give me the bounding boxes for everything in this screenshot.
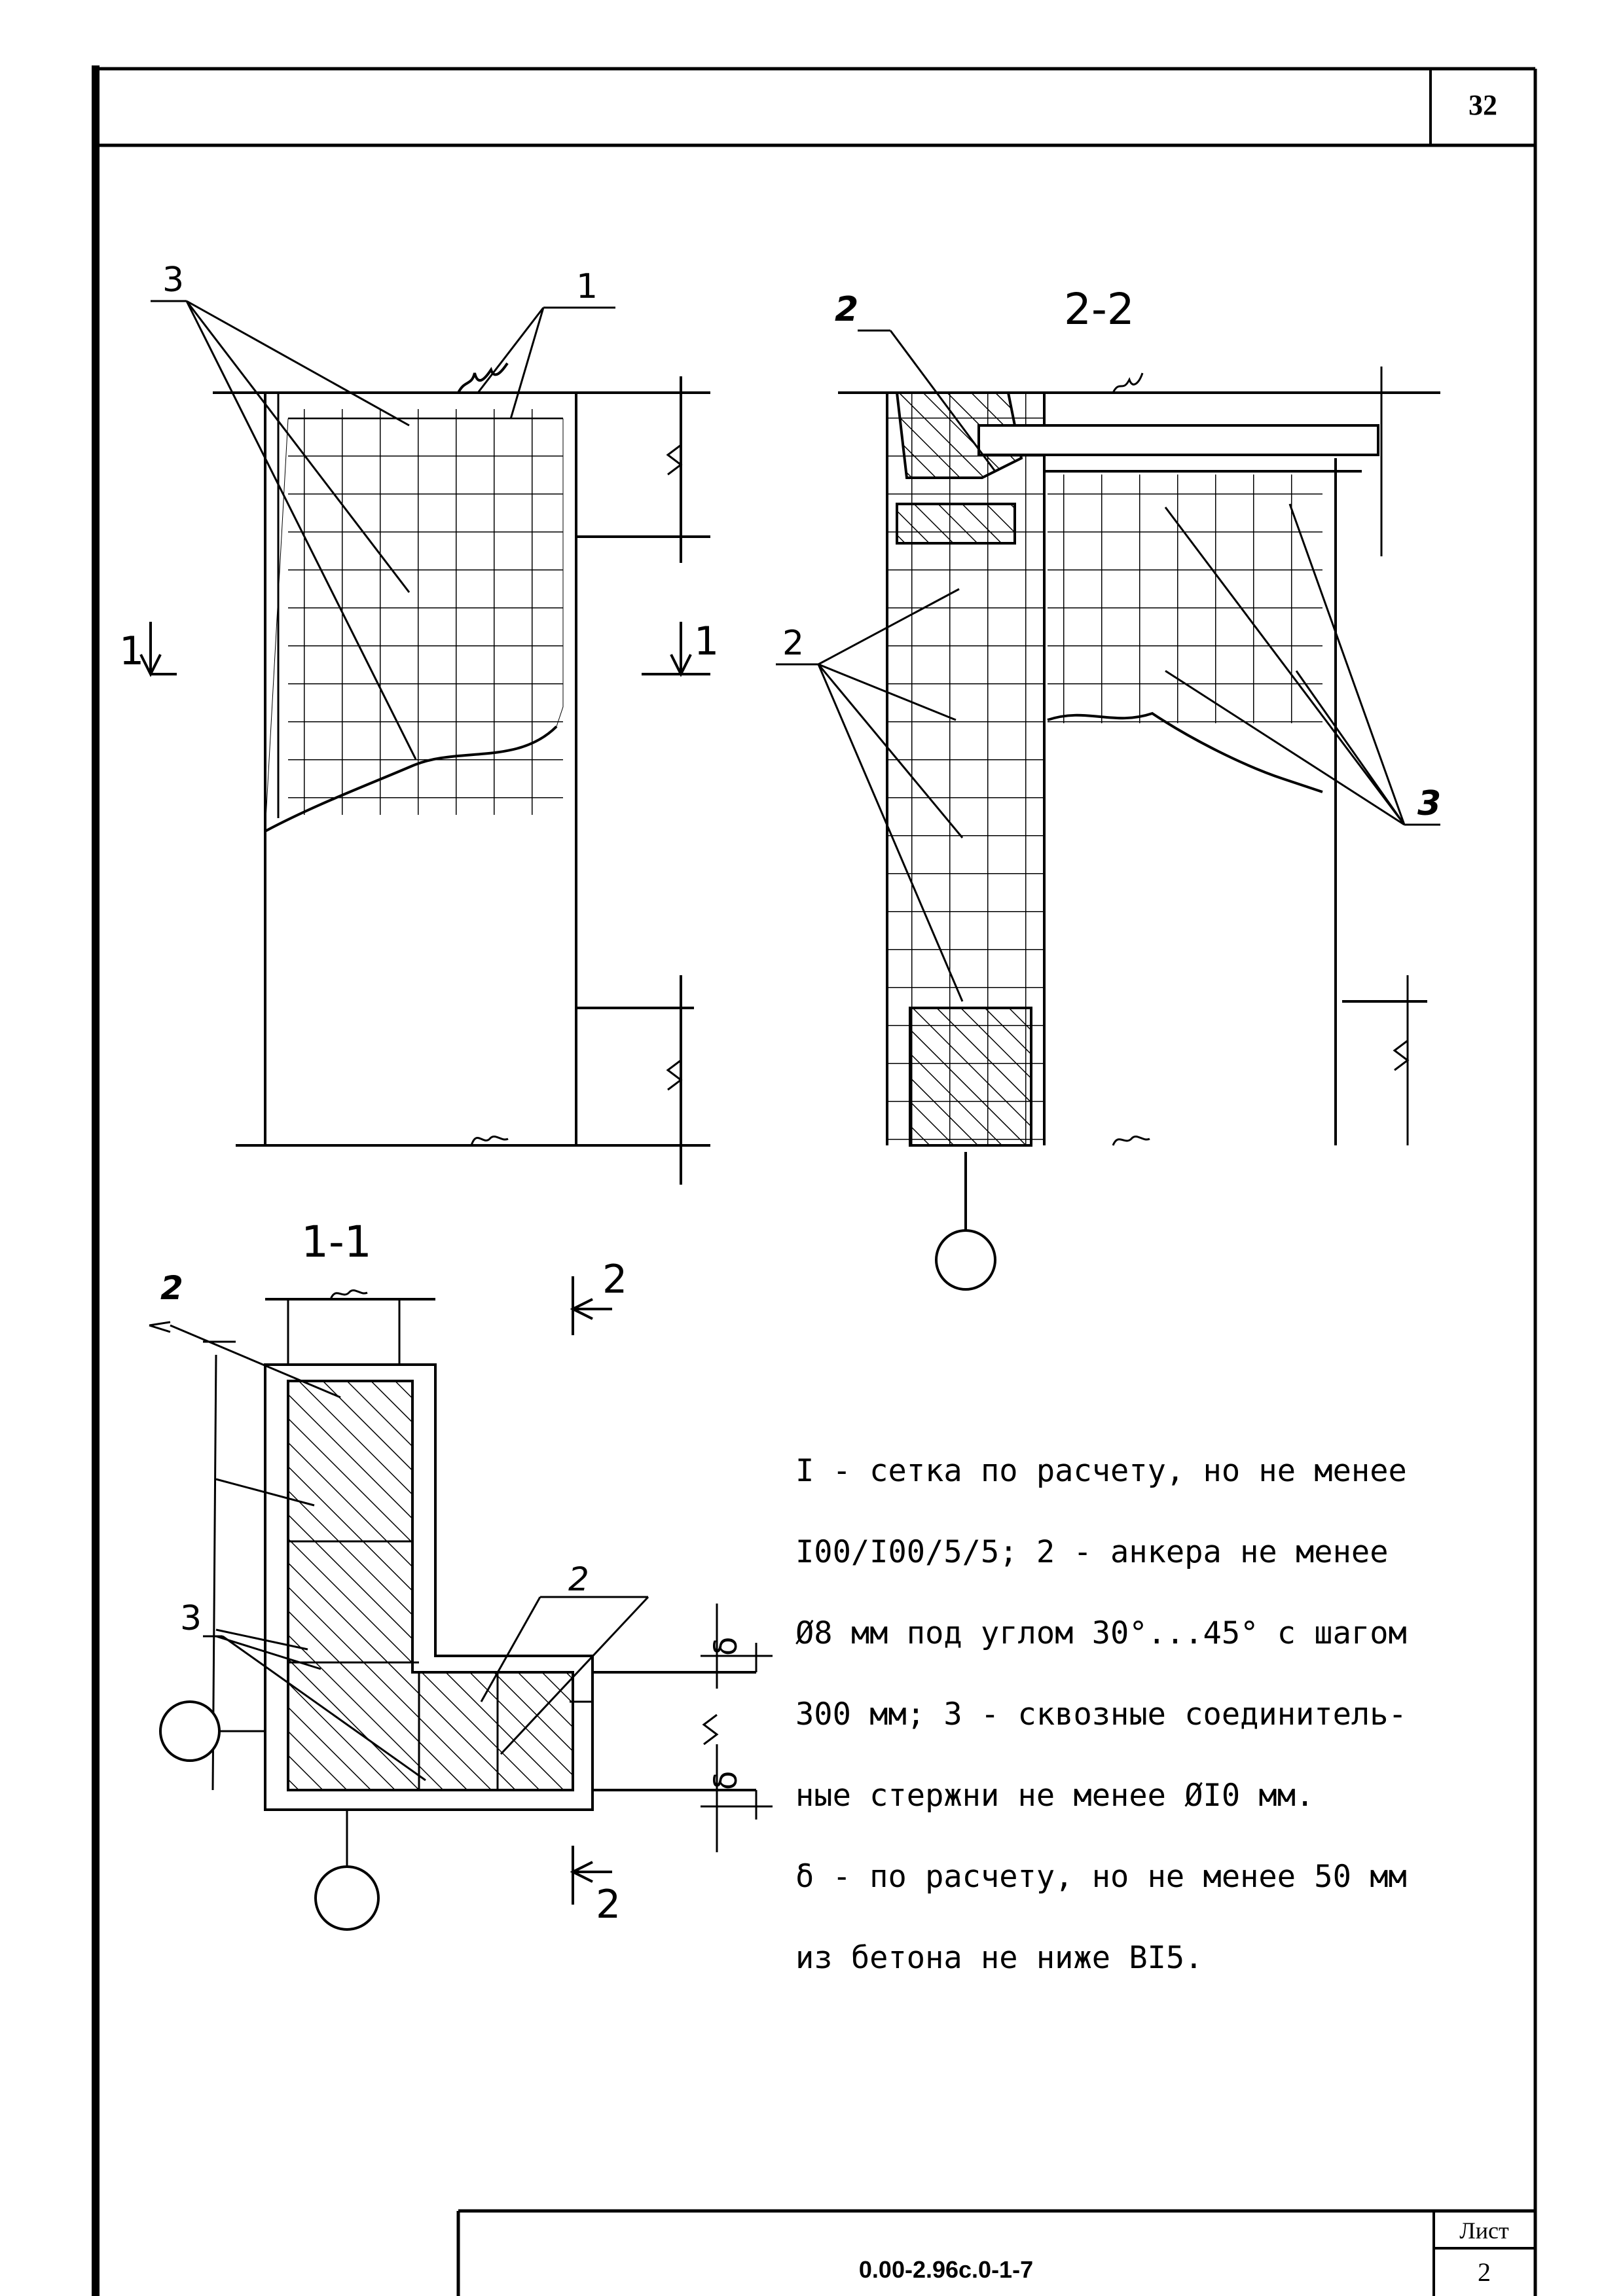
callout-2-plan-right: 2 xyxy=(568,1560,589,1598)
delta-label-top: δ xyxy=(708,1636,744,1656)
cut-mark-1-right: 1 xyxy=(694,619,720,664)
callout-2-top: 2 xyxy=(835,290,859,329)
note-line-5: ные стержни не менее ØI0 мм. xyxy=(795,1778,1315,1814)
title-block xyxy=(458,2211,1535,2296)
sheet-label: Лист xyxy=(1459,2217,1509,2244)
note-line-7: из бетона не ниже BI5. xyxy=(795,1940,1203,1976)
elevation-left xyxy=(141,301,710,1185)
section-1-1-title: 1-1 xyxy=(301,1217,372,1267)
sheet-number: 2 xyxy=(1478,2257,1491,2287)
callout-3-right: 3 xyxy=(1417,784,1442,823)
note-line-6: δ - по расчету, но не менее 50 мм xyxy=(795,1859,1407,1895)
notes-block xyxy=(795,1410,1555,2019)
callout-3-plan: 3 xyxy=(180,1599,202,1638)
note-line-4: 300 мм; 3 - сквозные соединитель- xyxy=(795,1696,1407,1732)
cut-mark-2-bottom: 2 xyxy=(596,1882,621,1928)
callout-2-plan-top: 2 xyxy=(160,1269,183,1307)
section-2-2 xyxy=(776,331,1440,1289)
drawing-code: 0.00-2.96с.0-1-7 xyxy=(858,2256,1034,2283)
delta-label-bottom: δ xyxy=(708,1770,744,1790)
note-line-3: Ø8 мм под углом 30°...45° с шагом xyxy=(795,1615,1407,1651)
callout-2-left: 2 xyxy=(782,624,805,663)
section-1-1 xyxy=(149,1276,773,1929)
callout-1-left: 1 xyxy=(576,267,598,306)
cut-mark-1-left: 1 xyxy=(119,628,145,674)
note-line-1: I - сетка по расчету, но не менее xyxy=(795,1453,1407,1489)
note-line-2: I00/I00/5/5; 2 - анкера не менее xyxy=(795,1534,1389,1570)
page-number: 32 xyxy=(1468,89,1497,121)
callout-3-left: 3 xyxy=(162,260,185,300)
cut-mark-2-top: 2 xyxy=(602,1257,628,1302)
section-2-2-title: 2-2 xyxy=(1064,284,1135,334)
